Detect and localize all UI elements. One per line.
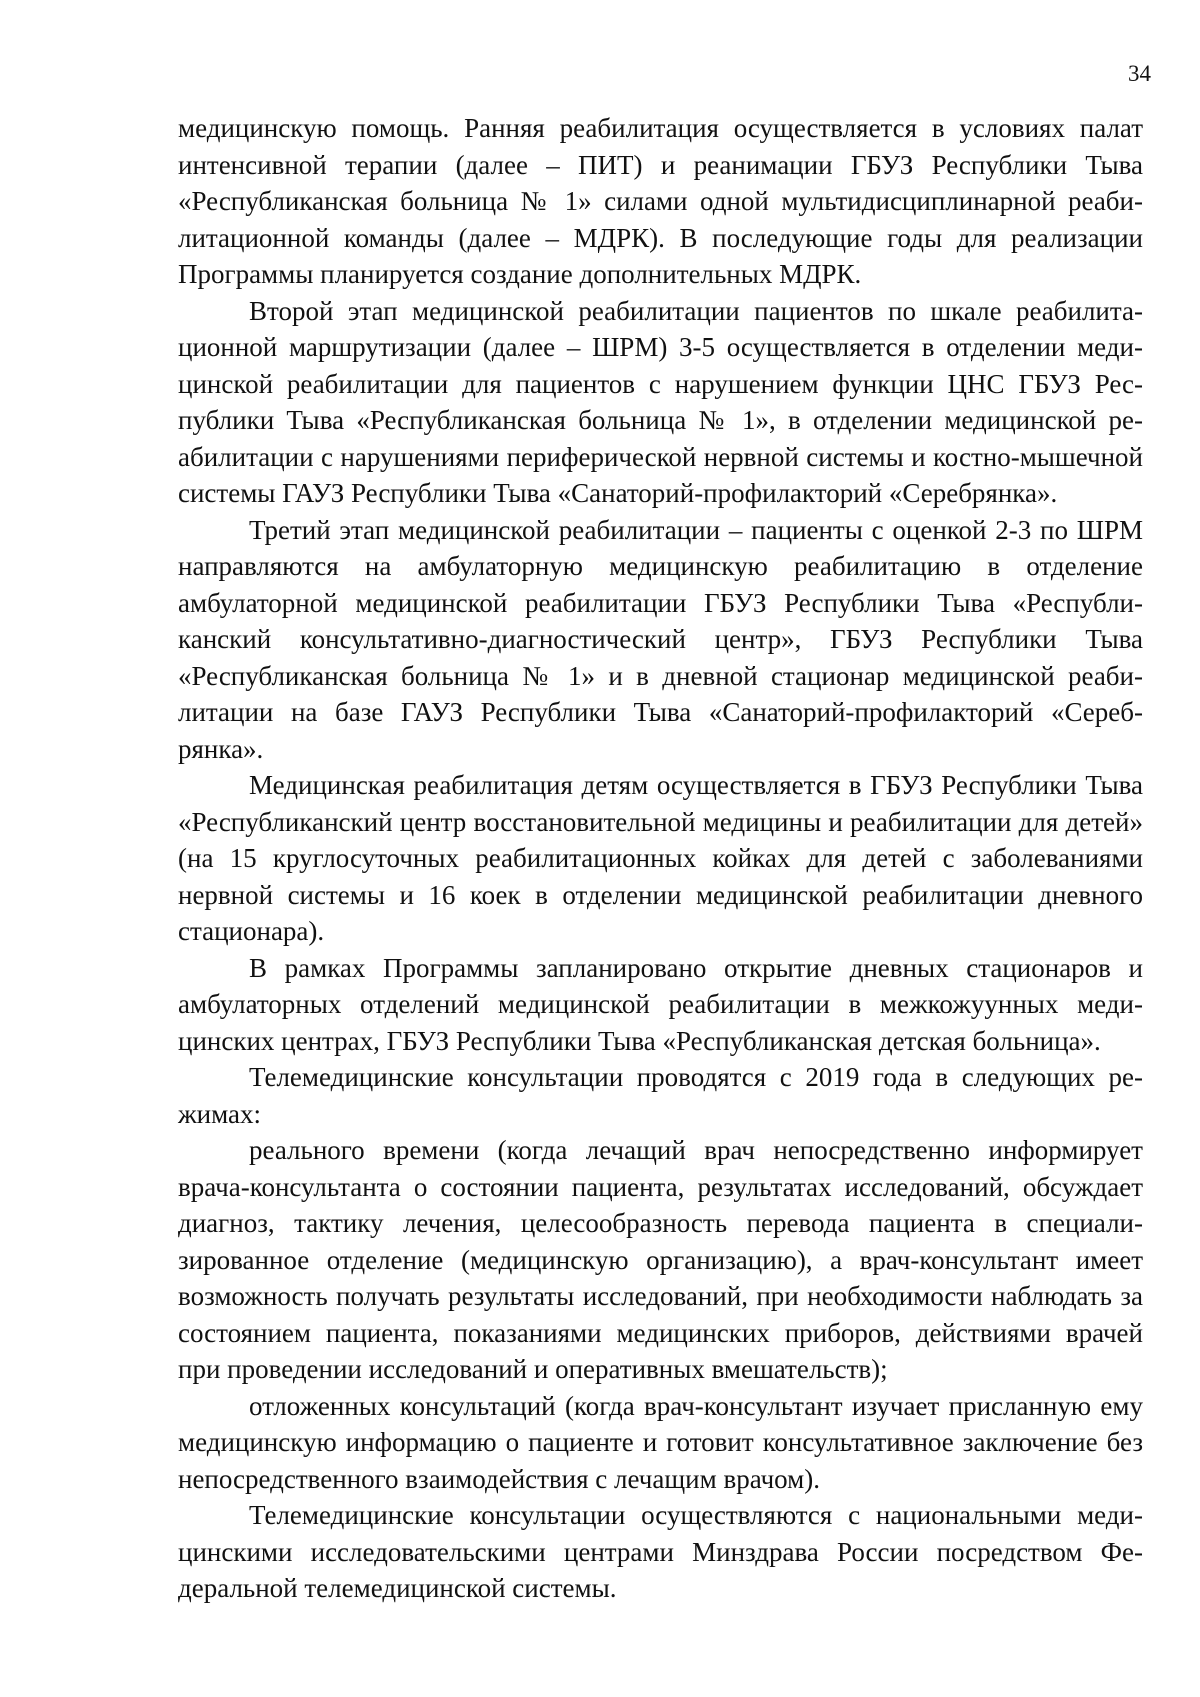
- paragraph-continuation: медицинскую помощь. Ранняя реабилитация осуществляется в условиях палат интенсивной терапии (далее – ПИТ) и реанимации ГБУЗ Республики Тыва «Республиканская больница № 1» силами одной мультидисциплинарной реабилитационной команды (далее – МДРК). В последующие годы для реализации Программы планируется создание дополнительных МДРК.: [178, 113, 1143, 289]
- paragraph-third-stage: Третий этап медицинской реабилитации – пациенты с оценкой 2-3 по ШРМ направляются на амбулаторную медицинскую реабилитацию в отделение амбулаторной медицинской реабилитации ГБУЗ Республики Тыва «Республиканский консультативно-диагностический центр», ГБУЗ Республики Тыва «Республиканская больница № 1» и в дневной стационар медицинской реабилитации на базе ГАУЗ Республики Тыва «Санаторий-профилакторий «Серебрянка».: [178, 514, 1143, 764]
- paragraph-program-plans: В рамках Программы запланировано открытие дневных стационаров и амбулаторных отделений медицинской реабилитации в межкожуунных медицинских центрах, ГБУЗ Республики Тыва «Республиканская детская больница».: [178, 952, 1143, 1056]
- page-number: 34: [1128, 61, 1151, 86]
- paragraph-children-rehab: Медицинская реабилитация детям осуществляется в ГБУЗ Республики Тыва «Республиканский центр восстановительной медицины и реабилитации для детей» (на 15 круглосуточных реабилитационных койках для детей с заболеваниями нервной системы и 16 коек в отделении медицинской реабилитации дневного стационара).: [178, 770, 1143, 946]
- document-body: [178, 110, 1143, 1607]
- paragraph-second-stage: Второй этап медицинской реабилитации пациентов по шкале реабилитационной маршрутизации (далее – ШРМ) 3-5 осуществляется в отделении медицинской реабилитации для пациентов с нарушением функции ЦНС ГБУЗ Республики Тыва «Республиканская больница № 1», в отделении медицинской реабилитации с нарушениями периферической нервной системы и костно-мышечной системы ГАУЗ Республики Тыва «Санаторий-профилакторий «Серебрянка».: [178, 295, 1143, 508]
- paragraph-real-time-mode: реального времени (когда лечащий врач непосредственно информирует врача-консультанта о состоянии пациента, результатах исследований, обсуждает диагноз, тактику лечения, целесообразность перевода пациента в специализированное отделение (медицинскую организацию), а врач-консультант имеет возможность получать результаты исследований, при необходимости наблюдать за состоянием пациента, показаниями медицинских приборов, действиями врачей при проведении исследований и оперативных вмешательств);: [178, 1135, 1143, 1384]
- paragraph-deferred-mode: отложенных консультаций (когда врач-консультант изучает присланную ему медицинскую информацию о пациенте и готовит консультативное заключение без непосредственного взаимодействия с лечащим врачом).: [178, 1390, 1143, 1494]
- paragraph-national-centers: Телемедицинские консультации осуществляются с национальными медицинскими исследовательскими центрами Минздрава России посредством Федеральной телемедицинской системы.: [178, 1500, 1143, 1603]
- paragraph-telemedicine-intro: Телемедицинские консультации проводятся с 2019 года в следующих режимах:: [178, 1062, 1143, 1129]
